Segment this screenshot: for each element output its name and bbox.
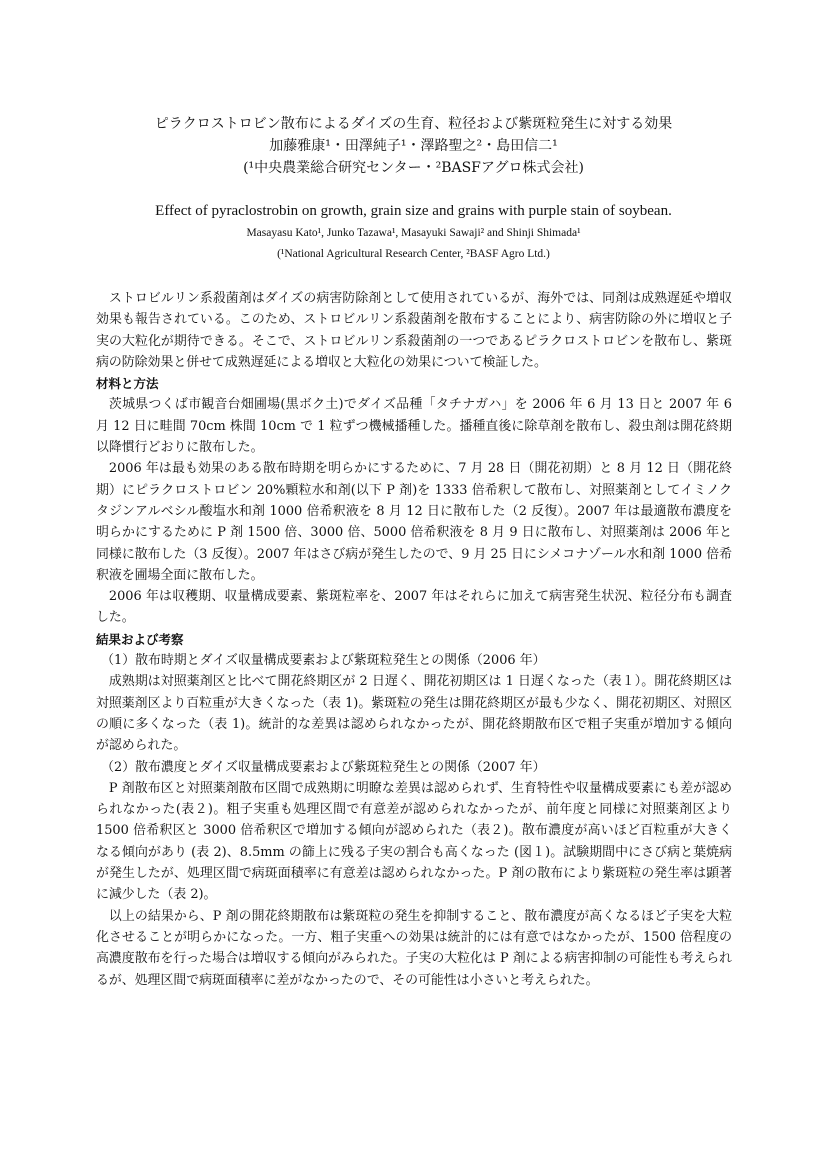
results-paragraph-1: 成熟期は対照薬剤区と比べて開花終期区が 2 日遅く、開花初期区は 1 日遅くなった（表１）。開花終期区は対照薬剤区より百粒重が大きくなった（表 1)。紫斑粒の発生は開花終期区が最も少なく、開花初期区、対照区の順に多くなった（表 1)。統計的な差異は認められなかったが、開花終期散布区で粗子実重が増加する傾向が認められた。: [96, 674, 732, 754]
intro-paragraph: ストロビルリン系殺菌剤はダイズの病害防除剤として使用されているが、海外では、同剤は成熟遅延や増収効果も報告されている。このため、ストロビルリン系殺菌剤を散布することにより、病害防除の外に増収と子実の大粒化が期待できる。そこで、ストロビルリン系殺菌剤の一つであるピラクロストロビンを散布し、紫斑病の防除効果と併せて成熟遅延による増収と大粒化の効果について検証した。: [96, 291, 732, 370]
methods-heading: 材料と方法: [96, 376, 159, 392]
english-title: Effect of pyraclostrobin on growth, grain size and grains with purple stain of soybean.: [155, 203, 672, 219]
english-affiliation: (¹National Agricultural Research Center, ²BASF Agro Ltd.): [277, 248, 550, 260]
japanese-affiliation: (¹中央農業総合研究センター・²BASFアグロ株式会社): [243, 160, 584, 176]
english-authors: Masayasu Kato¹, Junko Tazawa¹, Masayuki Sawaji² and Shinji Shimada¹: [246, 227, 581, 239]
japanese-title: ピラクロストロビン散布によるダイズの生育、粒径および紫斑粒発生に対する効果: [154, 116, 673, 132]
results-heading: 結果および考察: [96, 631, 184, 647]
paper-body: [96, 288, 732, 991]
japanese-authors: 加藤雅康¹・田澤純子¹・澤路聖之²・島田信二¹: [269, 138, 558, 154]
methods-paragraph-1: 茨城県つくば市観音台畑圃場(黒ボク土)でダイズ品種「タチナガハ」を 2006 年 6 月 13 日と 2007 年 6 月 12 日に畦間 70cm 株間 10cm で 1 粒ずつ機械播種した。播種直後に除草剤を散布し、殺虫剤は開花終期以降慣行どおりに散布した。: [96, 397, 732, 456]
results-paragraph-2: P 剤散布区と対照薬剤散布区間で成熟期に明瞭な差異は認められず、生育特性や収量構成要素にも差が認められなかった(表２)。粗子実重も処理区間で有意差が認められなかったが、前年度と同様に対照薬剤区より 1500 倍希釈区と 3000 倍希釈区で増加する傾向が認められた（表２)。散布濃度が高いほど百粒重が大きくなる傾向があり (表 2)、8.5mm の篩上に残る子実の割合も高くなった (図１)。試験期間中にさび病と葉焼病が発生したが、処理区間で病斑面積率に有意差は認められなかった。P 剤の散布により紫斑粒の発生率は顕著に減少した（表 2)。: [96, 780, 732, 903]
results-subheading-2: （2）散布濃度とダイズ収量構成要素および紫斑粒発生との関係（2007 年）: [101, 759, 546, 775]
methods-paragraph-3: 2006 年は収穫期、収量構成要素、紫斑粒率を、2007 年はそれらに加えて病害発生状況、粒径分布も調査した。: [96, 589, 732, 626]
methods-paragraph-2: 2006 年は最も効果のある散布時期を明らかにするために、7 月 28 日（開花初期）と 8 月 12 日（開花終期）にピラクロストロビン 20%顆粒水和剤(以下 P 剤)を 1333 倍希釈して散布し、対照薬剤としてイミノクタジンアルベシル酸塩水和剤 1000 倍希釈液を 8 月 12 日に散布した（2 反復）。2007 年は最適散布濃度を明らかにするために P 剤 1500 倍、3000 倍、5000 倍希釈液を 8 月 9 日に散布し、対照薬剤は 2006 年と同様に散布した（3 反復）。2007 年はさび病が発生したので、9 月 25 日にシメコナゾール水和剤 1000 倍希釈液を圃場全面に散布した。: [96, 461, 732, 583]
japanese-title-block: [0, 113, 827, 179]
results-paragraph-3: 以上の結果から、P 剤の開花終期散布は紫斑粒の発生を抑制すること、散布濃度が高くなるほど子実を大粒化させることが明らかになった。一方、粗子実重への効果は統計的には有意ではなかったが、1500 倍程度の高濃度散布を行った場合は増収する傾向がみられた。子実の大粒化は P 剤による病害抑制の可能性も考えられるが、処理区間で病斑面積率に差がなかったので、その可能性は小さいと考えられた。: [96, 908, 732, 988]
results-subheading-1: （1）散布時期とダイズ収量構成要素および紫斑粒発生との関係（2006 年）: [101, 653, 546, 669]
